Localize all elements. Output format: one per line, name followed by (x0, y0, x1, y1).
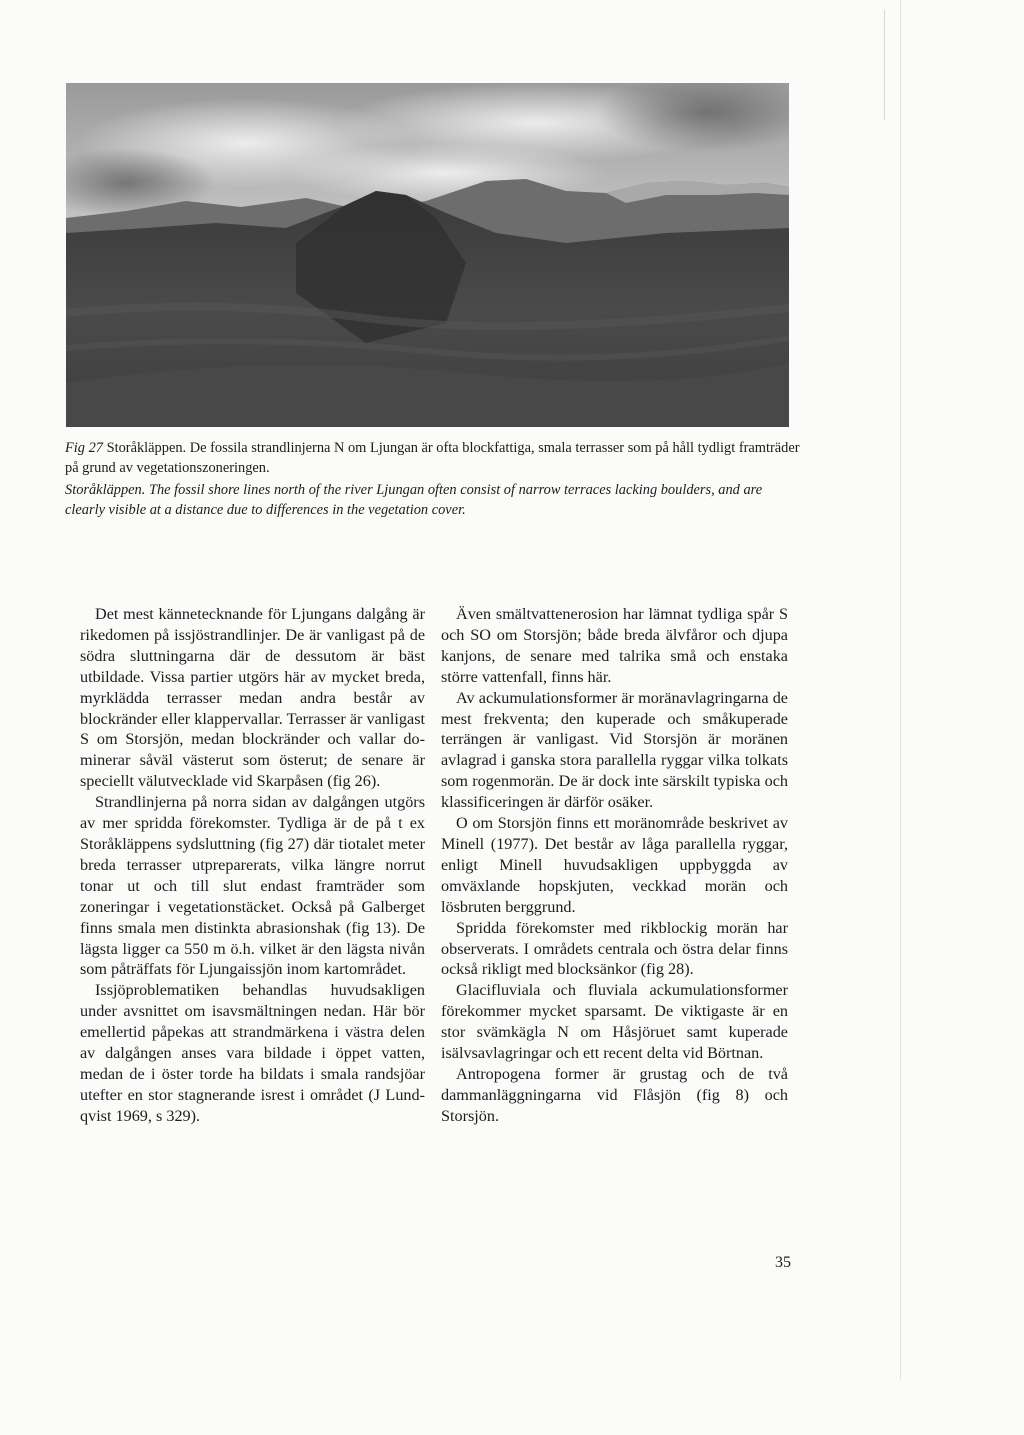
paragraph: O om Storsjön finns ett moränområde beskrivet av Minell (1977). Det består av låga parallella ryggar, enligt Minell huvudsakligen uppbyggda av omväxlande hopskjuten, veckkad morän och lösbruten berggrund. (441, 814, 788, 916)
landscape-photo-drawing (66, 83, 789, 427)
caption-english-text: The fossil shore lines north of the river Ljungan often consist of narrow terraces lacking boulders, and are clearly visible at a distance due to differences in the vegetation cover. (65, 482, 763, 518)
paragraph: Spridda förekomster med rikblockig morän har observerats. I områdets centrala och östra delar finns också rikligt med blocksänkor (fig 28). (441, 918, 788, 979)
paragraph: Antropogena former är grustag och de två dammanläggningarna vid Flåsjön (fig 8) och Storsjön. (441, 1064, 788, 1125)
paragraph: Glacifluviala och fluviala ackumulationsformer förekommer mycket sparsamt. De viktigaste är en stor svämkägla N om Håsjöruet samt kuperade isälvsavlagringar och ett recent delta vid Börtnan. (441, 981, 788, 1063)
paragraph: Av ackumulationsformer är moränavlagringarna de mest frekventa; den kuperade och småkuperade terrängen är vanligast. Vid Storsjön är moränen avlagrad i ganska stora parallella ryggar vilka tolkats som rogenmorän. De är dock inte särskilt typiska och klassificeringen är därför osäker. (441, 688, 788, 812)
landscape-photo (66, 83, 789, 427)
figure-label: Fig 27 (65, 440, 103, 456)
caption-swedish (65, 439, 805, 478)
scan-edge-line (884, 10, 885, 120)
caption-swedish-text: De fossila strandlinjerna N om Ljungan är ofta blockfattiga, smala terrasser som på håll tydligt framträder på grund av vegetationszoneringen. (65, 440, 800, 476)
paragraph: Strandlinjerna på norra sidan av dalgången utgörs av mer spridda förekomster. Tydliga är de på t ex Storåkläppens sydsluttning (fig 27) där tiotalet meter breda terrasser utpreparerats, vilka längre norrut tonar ut och till slut endast framträder som zoneringar i vegetationstäcket. Också på Galberget finns smala men distinkta abrasionshak (fig 13). De lägsta ligger ca 550 m ö.h. vilket är den lägsta nivån som påträffats för Ljungaissjön inom kartområdet. (80, 793, 425, 979)
paragraph: Det mest kännetecknande för Ljungans dalgång är rikedomen på issjöstrandlinjer. De är vanligast på de södra sluttningarna där de dessutom är bäst utbildade. Vissa partier utgörs här av mycket breda, myrklädda terrasser medan andra består av blockränder eller klappervallar. Terrasser är vanligast S om Storsjön, medan blockränder och vallar dominerar såväl västerut som österut; de senare är speciellt välutvecklade vid Skarpåsen (fig 26). (80, 605, 425, 791)
body-column-right (441, 604, 788, 1127)
caption-swedish-title: Storåkläppen. (106, 440, 187, 456)
figure-caption (65, 439, 805, 523)
caption-english (65, 481, 805, 520)
scan-edge-line (900, 0, 901, 1380)
caption-english-title: Storåkläppen. (65, 482, 146, 499)
page-number: 35 (775, 1254, 791, 1271)
paragraph: Issjöproblematiken behandlas huvudsakligen under avsnittet om isavsmältningen nedan. Här bör emellertid påpekas att strandmärkena i västra delen av dalgången anses vara bildade i öppet vatten, medan de i öster torde ha bildats i smala randsjöar utefter en stor stagnerande isrest i området (J Lundqvist 1969, s 329). (80, 981, 425, 1125)
paragraph: Även smältvattenerosion har lämnat tydliga spår S och SO om Storsjön; både breda älvfåror och djupa kanjons, de senare med talrika små och enstaka större vattenfall, finns här. (441, 605, 788, 686)
body-column-left (80, 604, 425, 1127)
